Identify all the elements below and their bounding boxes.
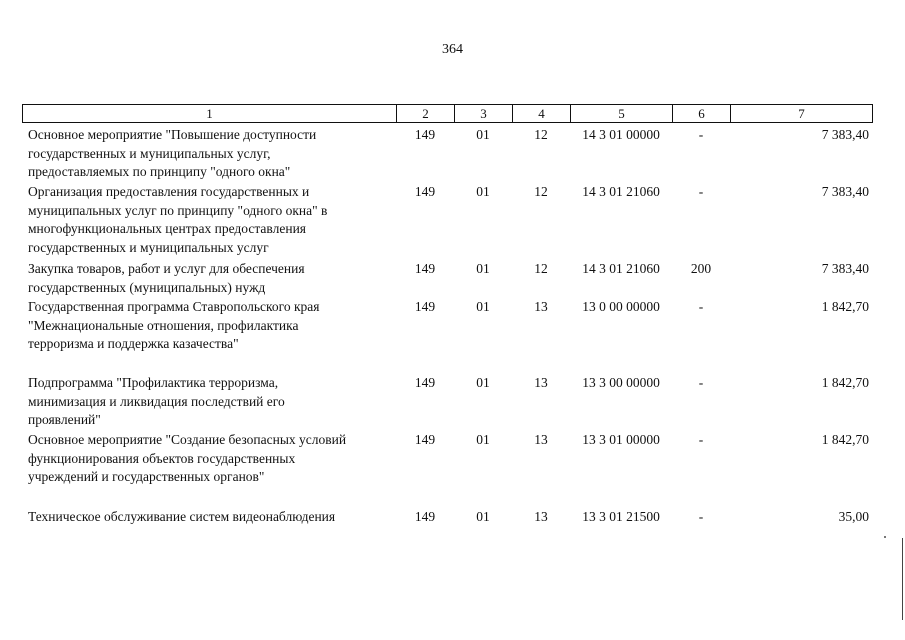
expense-type-code: - bbox=[698, 509, 704, 524]
section-code: 01 bbox=[476, 261, 490, 276]
subsection-code: 12 bbox=[534, 184, 548, 199]
section-code: 01 bbox=[476, 127, 490, 142]
header-col-4: 4 bbox=[513, 105, 571, 123]
header-col-5: 5 bbox=[571, 105, 673, 123]
subsection-code: 13 bbox=[534, 375, 548, 390]
target-article-code: 13 3 01 00000 bbox=[582, 432, 660, 447]
description-line: минимизация и ликвидация последствий его bbox=[28, 393, 285, 409]
target-article-code: 13 3 01 21500 bbox=[582, 509, 660, 524]
amount: 1 842,70 bbox=[821, 299, 869, 314]
description-line: Техническое обслуживание систем видеонаблюдения bbox=[28, 509, 336, 524]
ministry-code: 149 bbox=[414, 261, 436, 276]
description-line: функционирования объектов государственных bbox=[28, 450, 296, 466]
row-description bbox=[28, 260, 398, 297]
description-line: Организация предоставления государственных и bbox=[28, 184, 310, 199]
section-code: 01 bbox=[476, 432, 490, 447]
description-line: терроризма и поддержка казачества" bbox=[28, 336, 239, 351]
subsection-code: 13 bbox=[534, 299, 548, 314]
subsection-code: 13 bbox=[534, 509, 548, 524]
amount: 1 842,70 bbox=[821, 375, 869, 390]
section-code: 01 bbox=[476, 184, 490, 199]
expense-type-code: - bbox=[698, 432, 704, 447]
description-line: Закупка товаров, работ и услуг для обеспечения bbox=[28, 261, 305, 276]
ministry-code: 149 bbox=[414, 432, 436, 447]
scan-edge-line bbox=[902, 538, 903, 620]
amount: 35,00 bbox=[838, 509, 869, 524]
row-description bbox=[28, 298, 398, 354]
description-line: предоставляемых по принципу "одного окна" bbox=[28, 164, 291, 179]
description-line: Основное мероприятие "Создание безопасных условий bbox=[28, 432, 347, 447]
table-header bbox=[22, 104, 873, 123]
description-line: Подпрограмма "Профилактика терроризма, bbox=[28, 375, 279, 390]
description-line: проявлений" bbox=[28, 412, 101, 427]
section-code: 01 bbox=[476, 509, 490, 524]
row-description bbox=[28, 126, 398, 182]
ministry-code: 149 bbox=[414, 375, 436, 390]
amount: 7 383,40 bbox=[821, 127, 869, 142]
row-description bbox=[28, 183, 398, 257]
header-col-6: 6 bbox=[673, 105, 731, 123]
scan-artifact-dot bbox=[884, 536, 886, 538]
header-col-2: 2 bbox=[397, 105, 455, 123]
amount: 7 383,40 bbox=[821, 184, 869, 199]
ministry-code: 149 bbox=[414, 509, 436, 524]
expense-type-code: - bbox=[698, 375, 704, 390]
subsection-code: 13 bbox=[534, 432, 548, 447]
ministry-code: 149 bbox=[414, 299, 436, 314]
description-line: государственных (муниципальных) нужд bbox=[28, 279, 266, 295]
section-code: 01 bbox=[476, 375, 490, 390]
expense-type-code: - bbox=[698, 184, 704, 199]
subsection-code: 12 bbox=[534, 127, 548, 142]
expense-type-code: - bbox=[698, 299, 704, 314]
subsection-code: 12 bbox=[534, 261, 548, 276]
expense-type-code: - bbox=[698, 127, 704, 142]
header-col-3: 3 bbox=[455, 105, 513, 123]
header-col-1: 1 bbox=[23, 105, 397, 123]
description-line: государственных и муниципальных услуг bbox=[28, 239, 269, 255]
description-line: Основное мероприятие "Повышение доступности bbox=[28, 127, 317, 142]
ministry-code: 149 bbox=[414, 184, 436, 199]
description-line: многофункциональных центрах предоставления bbox=[28, 221, 307, 236]
target-article-code: 14 3 01 21060 bbox=[582, 261, 660, 276]
description-line: муниципальных услуг по принципу "одного окна" в bbox=[28, 202, 328, 218]
header-col-7: 7 bbox=[731, 105, 873, 123]
amount: 7 383,40 bbox=[821, 261, 869, 276]
target-article-code: 13 0 00 00000 bbox=[582, 299, 660, 314]
row-description bbox=[28, 431, 398, 487]
row-description bbox=[28, 374, 398, 430]
description-line: государственных и муниципальных услуг, bbox=[28, 145, 271, 161]
description-line: учреждений и государственных органов" bbox=[28, 469, 265, 484]
description-line: "Межнациональные отношения, профилактика bbox=[28, 317, 299, 333]
target-article-code: 14 3 01 21060 bbox=[582, 184, 660, 199]
target-article-code: 13 3 00 00000 bbox=[582, 375, 660, 390]
expense-type-code: 200 bbox=[690, 261, 712, 276]
ministry-code: 149 bbox=[414, 127, 436, 142]
amount: 1 842,70 bbox=[821, 432, 869, 447]
page-number: 364 bbox=[442, 42, 463, 57]
description-line: Государственная программа Ставропольского края bbox=[28, 299, 320, 314]
target-article-code: 14 3 01 00000 bbox=[582, 127, 660, 142]
row-description bbox=[28, 508, 398, 527]
section-code: 01 bbox=[476, 299, 490, 314]
